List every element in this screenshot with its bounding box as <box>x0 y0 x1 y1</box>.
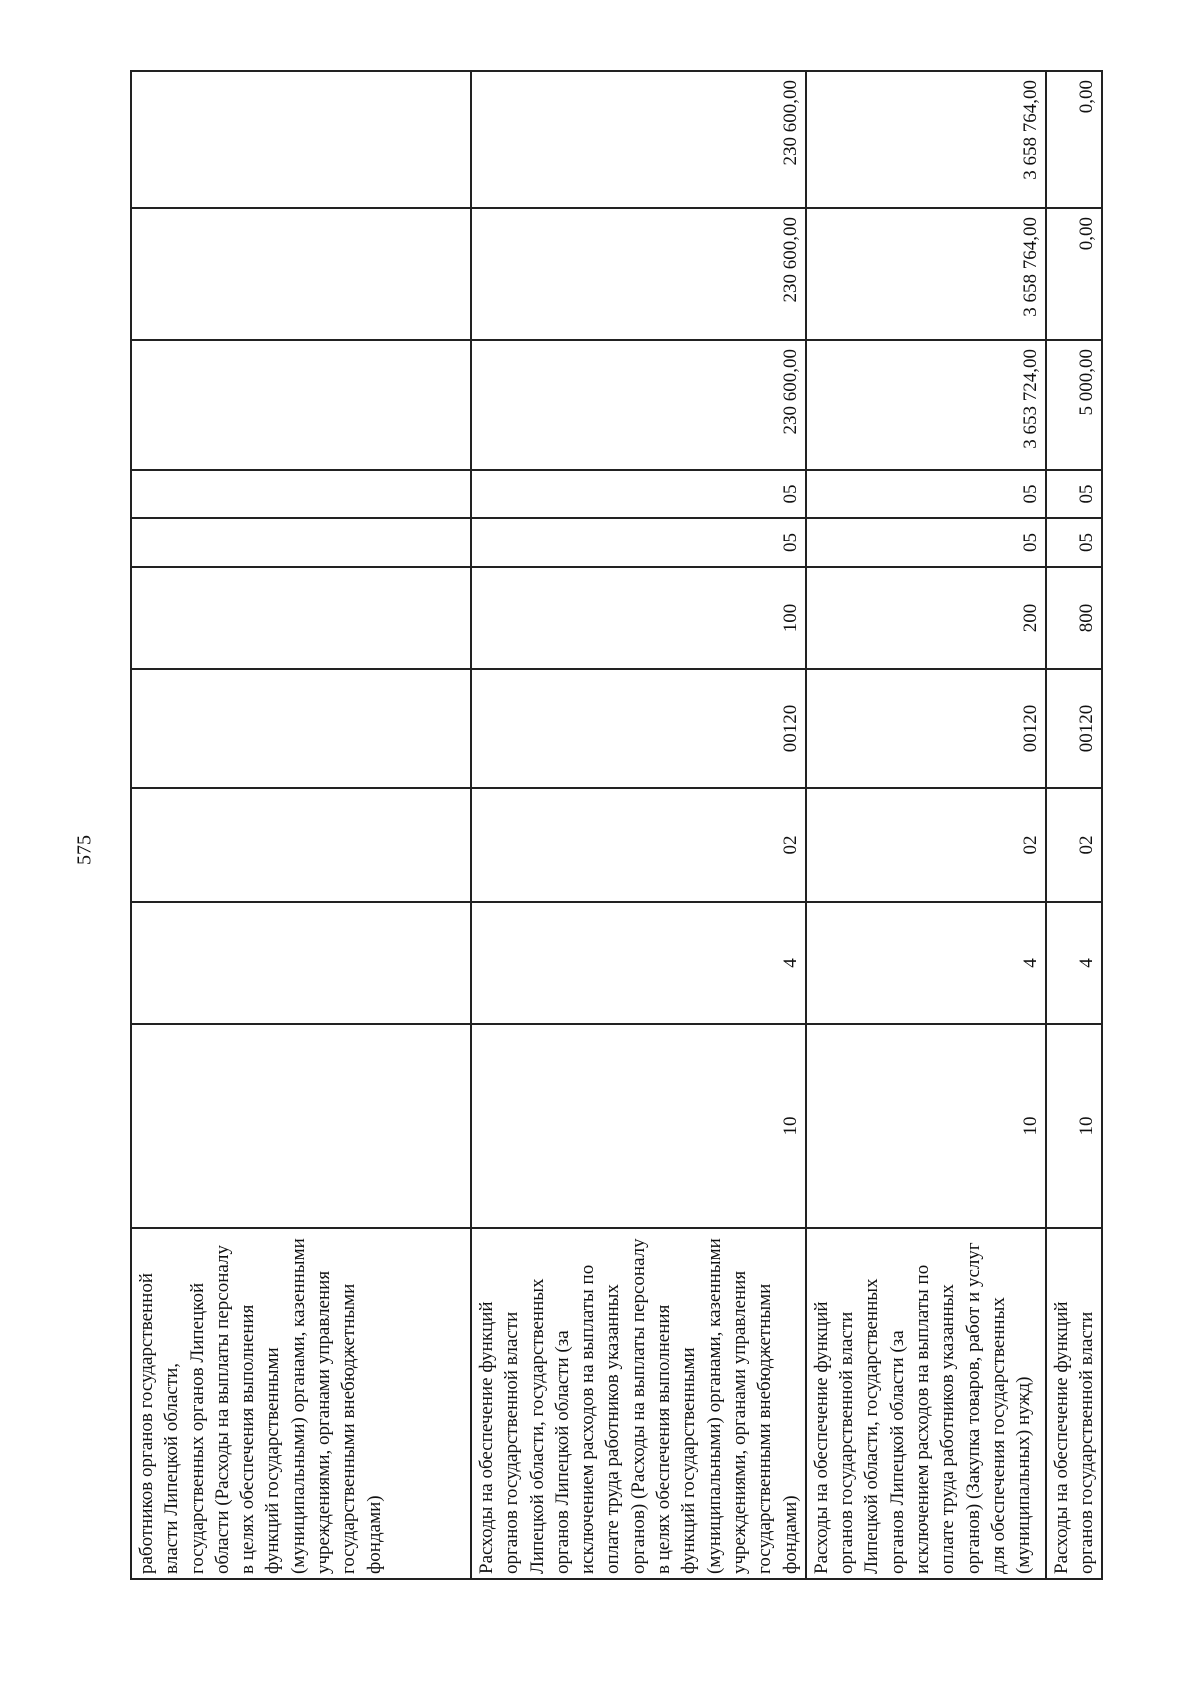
budget-table <box>130 70 1103 1580</box>
amount-cell: 3 658 764,00 <box>806 208 1046 340</box>
code-cell: 00120 <box>471 669 806 788</box>
code-cell: 05 <box>806 518 1046 567</box>
row-name: работников органов государственной власти Липецкой области, государственных органов Липецкой области (Расходы на выплаты персоналу в целях обеспечения выполнения функций государственными (муниципальными) органами, казенными учреждениями, органами управления государственными внебюджетными фондами) <box>131 1228 471 1579</box>
code-cell: 4 <box>471 902 806 1024</box>
code-cell: 10 <box>1046 1024 1103 1228</box>
amount-cell: 0,00 <box>1046 71 1103 208</box>
code-cell: 02 <box>1046 788 1103 902</box>
code-cell <box>131 669 471 788</box>
code-cell <box>131 902 471 1024</box>
page-number: 575 <box>73 835 96 865</box>
code-cell: 4 <box>806 902 1046 1024</box>
amount-cell <box>131 71 471 208</box>
code-cell: 05 <box>471 518 806 567</box>
row-name: Расходы на обеспечение функций органов государственной власти Липецкой области, государственных органов Липецкой области (за исключением расходов на выплаты по оплате труда работников указанных органов) (Закупка товаров, работ и услуг для обеспечения государственных (муниципальных) нужд) <box>806 1228 1046 1579</box>
amount-cell: 0,00 <box>1046 208 1103 340</box>
code-cell: 02 <box>806 788 1046 902</box>
amount-cell: 3 658 764,00 <box>806 71 1046 208</box>
code-cell: 10 <box>471 1024 806 1228</box>
amount-cell: 230 600,00 <box>471 71 806 208</box>
code-cell: 800 <box>1046 567 1103 669</box>
code-cell: 00120 <box>1046 669 1103 788</box>
code-cell: 05 <box>1046 470 1103 518</box>
code-cell: 05 <box>471 470 806 518</box>
code-cell <box>131 788 471 902</box>
code-cell <box>131 470 471 518</box>
code-cell: 4 <box>1046 902 1103 1024</box>
amount-cell: 5 000,00 <box>1046 340 1103 470</box>
code-cell: 02 <box>471 788 806 902</box>
table-row <box>471 71 806 1579</box>
code-cell: 05 <box>1046 518 1103 567</box>
table-row <box>806 71 1046 1579</box>
table-container <box>130 72 1098 1580</box>
code-cell: 05 <box>806 470 1046 518</box>
code-cell: 00120 <box>806 669 1046 788</box>
amount-cell <box>131 208 471 340</box>
row-name: Расходы на обеспечение функций органов государственной власти <box>1046 1228 1103 1579</box>
amount-cell: 230 600,00 <box>471 208 806 340</box>
amount-cell: 230 600,00 <box>471 340 806 470</box>
code-cell <box>131 518 471 567</box>
code-cell: 200 <box>806 567 1046 669</box>
amount-cell <box>131 340 471 470</box>
code-cell: 100 <box>471 567 806 669</box>
row-name: Расходы на обеспечение функций органов государственной власти Липецкой области, государственных органов Липецкой области (за исключением расходов на выплаты по оплате труда работников указанных органов) (Расходы на выплаты персоналу в целях обеспечения выполнения функций государственными (муниципальными) органами, казенными учреждениями, органами управления государственными внебюджетными фондами) <box>471 1228 806 1579</box>
code-cell <box>131 567 471 669</box>
code-cell <box>131 1024 471 1228</box>
table-row <box>1046 71 1103 1579</box>
code-cell: 10 <box>806 1024 1046 1228</box>
table-row <box>131 71 471 1579</box>
amount-cell: 3 653 724,00 <box>806 340 1046 470</box>
